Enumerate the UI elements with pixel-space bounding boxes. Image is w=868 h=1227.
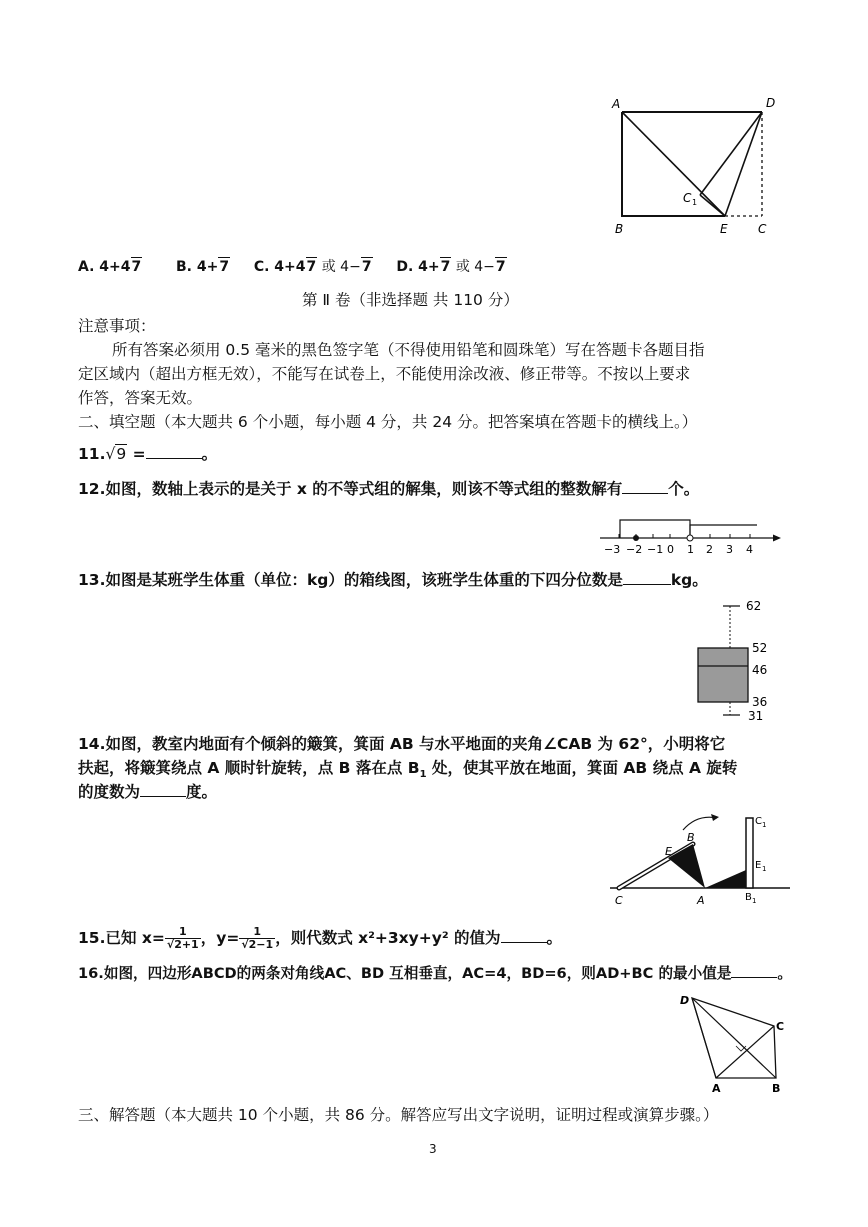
svg-text:E: E	[665, 845, 672, 858]
notice-title: 注意事项：	[78, 317, 156, 335]
svg-text:E: E	[720, 222, 728, 236]
answer-blank-13[interactable]	[623, 568, 671, 585]
figure-q13-boxplot	[690, 596, 790, 726]
svg-text:0: 0	[667, 543, 674, 556]
option-a: A. 4+47	[78, 259, 142, 275]
svg-text:B: B	[745, 892, 752, 903]
option-c: C. 4+47 或 4−7	[253, 259, 372, 275]
question-16: 16.如图，四边形ABCD的两条对角线AC、BD 互相垂直，AC=4，BD=6，则AD+BC 的最小值是 。	[78, 961, 792, 986]
svg-text:4: 4	[746, 543, 753, 556]
figure-q10-rectangle	[590, 90, 790, 240]
svg-text:52: 52	[752, 641, 768, 655]
question-14-line-3: 的度数为 度。	[78, 780, 217, 804]
svg-text:D: D	[680, 994, 690, 1007]
section-2-heading: 二、填空题（本大题共 6 个小题，每小题 4 分，共 24 分。把答案填在答题卡的横线上。）	[78, 413, 698, 431]
question-15: 15.已知 x= $\frac{1}{√2+1}$ ，y= $\frac{1}{√2-1}$ ，则代数式 x²+3xy+y² 的值为 。	[78, 925, 563, 951]
question-14-line-2: 扶起，将簸箕绕点 A 顺时针旋转，点 B 落在点 $B_1$ 处，使其平放在地面，箕面 AB 绕点 A 旋转	[78, 759, 738, 781]
svg-text:B: B	[687, 831, 695, 844]
svg-text:62: 62	[746, 599, 762, 613]
svg-text:1: 1	[687, 543, 694, 556]
svg-text:−1: −1	[647, 543, 664, 556]
svg-text:46: 46	[752, 663, 768, 677]
option-d: D. 4+7 或 4−7	[396, 259, 506, 275]
svg-text:1: 1	[752, 897, 757, 905]
figure-q14-dustpan	[605, 808, 795, 908]
svg-text:C: C	[615, 894, 623, 907]
fraction-x: $\frac{1}{√2+1}$	[166, 925, 199, 951]
svg-text:1: 1	[762, 865, 767, 873]
answer-blank-15[interactable]	[501, 926, 547, 943]
page-number: 3	[429, 1142, 437, 1156]
notice-line-3: 作答，答案无效。	[78, 389, 203, 407]
svg-text:31: 31	[748, 709, 764, 723]
svg-text:3: 3	[726, 543, 733, 556]
question-11: 11.√9 = 。	[78, 442, 217, 466]
svg-text:2: 2	[706, 543, 713, 556]
question-12: 12.如图，数轴上表示的是关于 x 的不等式组的解集，则该不等式组的整数解有 个。	[78, 477, 699, 501]
notice-line-1: 所有答案必须用 0.5 毫米的黑色签字笔（不得使用铅笔和圆珠笔）写在答题卡各题目指	[112, 341, 705, 359]
svg-text:1: 1	[692, 198, 698, 207]
svg-text:E: E	[755, 860, 762, 871]
svg-text:C: C	[683, 191, 692, 205]
svg-text:B: B	[615, 222, 624, 236]
option-b: B. 4+7	[176, 259, 230, 275]
answer-blank-12[interactable]	[622, 477, 668, 494]
answer-blank-11[interactable]	[146, 442, 202, 459]
svg-text:B: B	[772, 1082, 781, 1095]
answer-blank-14[interactable]	[140, 780, 186, 797]
section-3-heading: 三、解答题（本大题共 10 个小题，共 86 分。解答应写出文字说明，证明过程或演算步骤。）	[78, 1106, 719, 1124]
fraction-y: $\frac{1}{√2-1}$	[241, 925, 274, 951]
svg-text:C: C	[776, 1020, 785, 1033]
figure-q16-quadrilateral	[672, 990, 792, 1095]
svg-text:36: 36	[752, 695, 768, 709]
question-14-line-1: 14.如图，教室内地面有个倾斜的簸箕，箕面 AB 与水平地面的夹角∠CAB 为 62°，小明将它	[78, 735, 726, 753]
svg-text:A: A	[712, 1082, 721, 1095]
notice-line-2: 定区域内（超出方框无效），不能写在试卷上，不能使用涂改液、修正带等。不按以上要求	[78, 365, 691, 383]
q10-options	[78, 255, 507, 279]
figure-q12-number-line	[592, 512, 787, 557]
svg-text:C: C	[758, 222, 767, 236]
svg-text:D: D	[766, 96, 776, 110]
svg-text:A: A	[612, 97, 621, 111]
question-13: 13.如图是某班学生体重（单位：kg）的箱线图，该班学生体重的下四分位数是 kg。	[78, 568, 708, 592]
svg-text:1: 1	[762, 821, 767, 829]
svg-text:A: A	[697, 894, 705, 907]
answer-blank-16[interactable]	[731, 961, 777, 978]
svg-text:−3: −3	[604, 543, 621, 556]
svg-text:−2: −2	[626, 543, 643, 556]
part2-title: 第 Ⅱ 卷（非选择题 共 110 分）	[302, 291, 519, 309]
svg-text:C: C	[755, 816, 762, 827]
